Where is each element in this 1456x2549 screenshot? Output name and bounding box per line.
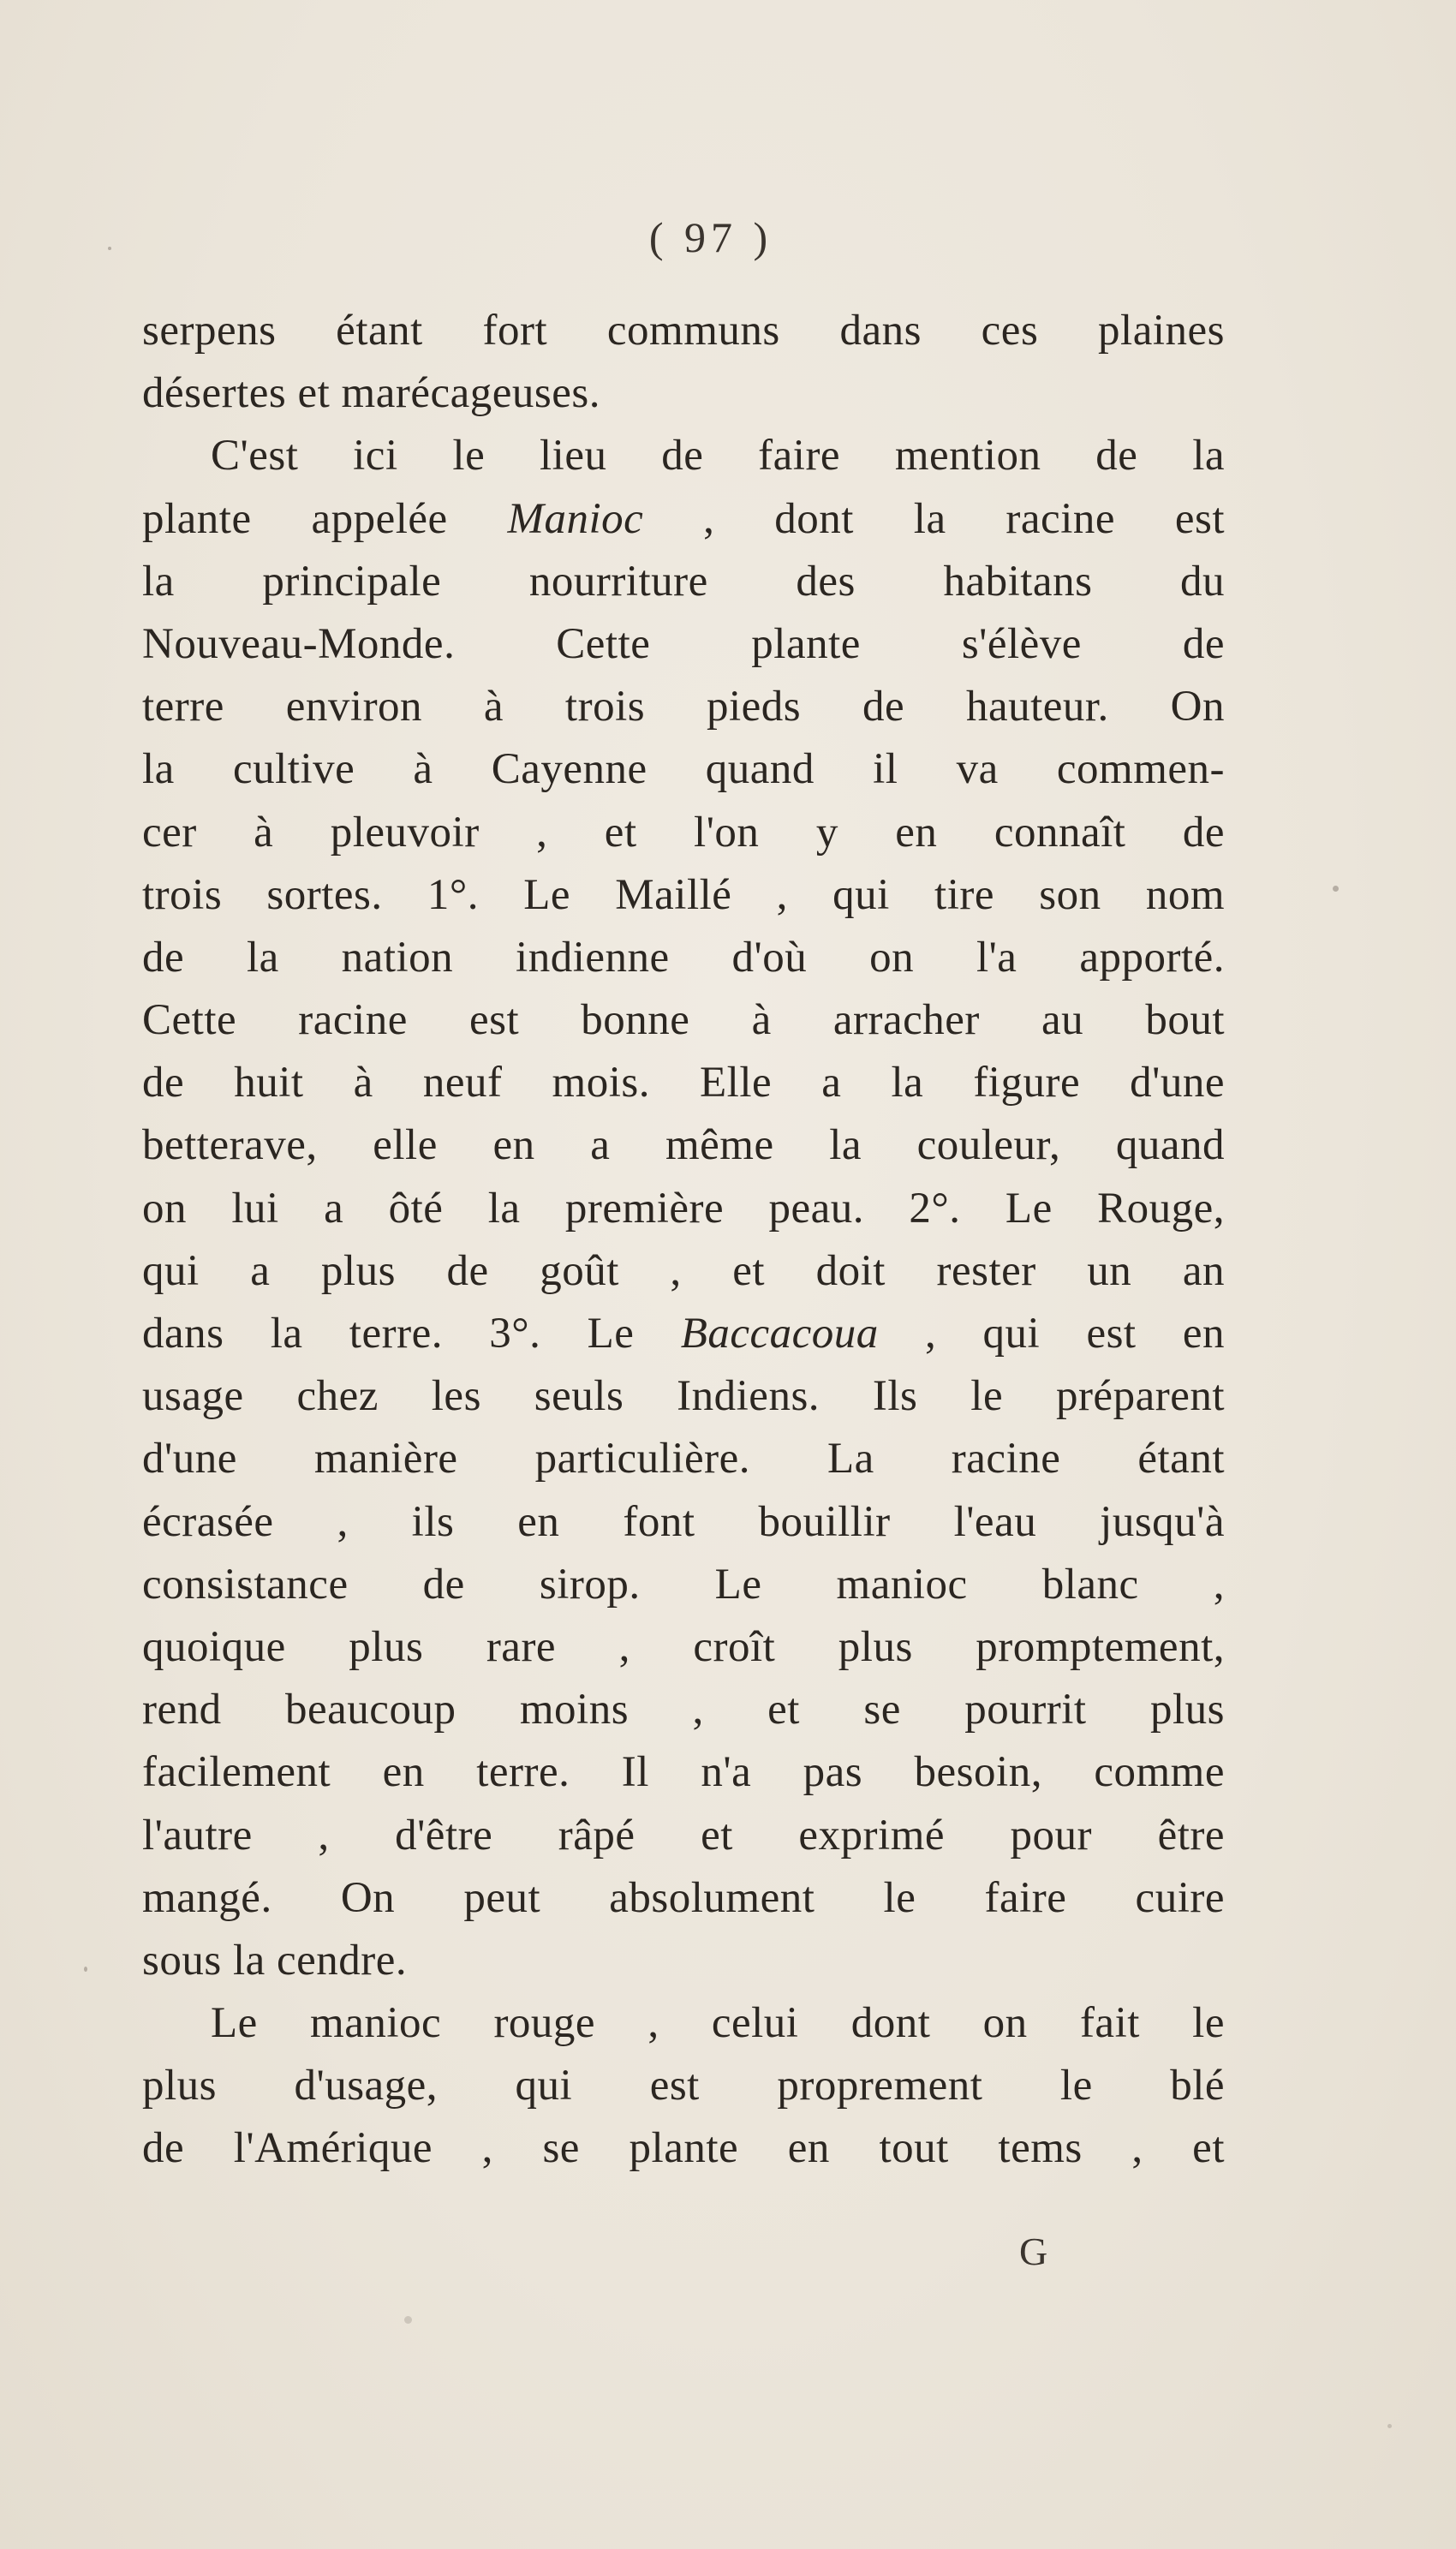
text-line: de l'Amérique , se plante en tout tems , et (142, 2124, 1225, 2173)
paper-speck (1333, 886, 1339, 892)
text-line: qui a plus de goût , et doit rester un an (142, 1246, 1225, 1295)
text-line: C'est ici le lieu de faire mention de la (211, 432, 1225, 481)
body-text (142, 300, 1225, 2181)
text-line: plus d'usage, qui est proprement le blé (142, 2062, 1225, 2110)
text-line: terre environ à trois pieds de hauteur. On (142, 683, 1225, 731)
text-line: rend beaucoup moins , et se pourrit plus (142, 1686, 1225, 1734)
text-line: mangé. On peut absolument le faire cuire (142, 1873, 1225, 1922)
text-line: la principale nourriture des habitans du (142, 557, 1225, 606)
text-line: plante appelée Manioc , dont la racine est (142, 494, 1225, 543)
text-line: Le manioc rouge , celui dont on fait le (211, 1999, 1225, 2048)
text-line: désertes et marécageuses. (142, 369, 600, 418)
text-line: trois sortes. 1°. Le Maillé , qui tire son nom (142, 870, 1225, 919)
text-line: Nouveau-Monde. Cette plante s'élève de (142, 619, 1225, 668)
italic-term: Baccacoua (680, 1310, 879, 1358)
text-line: cer à pleuvoir , et l'on y en connaît de (142, 808, 1225, 857)
text-line: betterave, elle en a même la couleur, quand (142, 1121, 1225, 1170)
italic-term: Manioc (507, 494, 644, 543)
text-line: usage chez les seuls Indiens. Ils le préparent (142, 1372, 1225, 1421)
paper-speck (1387, 2424, 1392, 2428)
paper-speck (84, 1967, 87, 1972)
text-line: facilement en terre. Il n'a pas besoin, comme (142, 1748, 1225, 1797)
catchword: G (1019, 2230, 1048, 2273)
text-line: serpens étant fort communs dans ces plaines (142, 307, 1225, 355)
text-line: l'autre , d'être râpé et exprimé pour être (142, 1811, 1225, 1860)
text-line: d'une manière particulière. La racine étant (142, 1435, 1225, 1483)
text-line: Cette racine est bonne à arracher au bout (142, 996, 1225, 1045)
text-line: quoique plus rare , croît plus promptement, (142, 1622, 1225, 1671)
text-line: dans la terre. 3°. Le Baccacoua , qui est en (142, 1310, 1225, 1358)
text-line: on lui a ôté la première peau. 2°. Le Rouge, (142, 1184, 1225, 1233)
text-line: sous la cendre. (142, 1936, 408, 1985)
page-number: ( 97 ) (648, 213, 773, 261)
text-line: de huit à neuf mois. Elle a la figure d'une (142, 1059, 1225, 1107)
text-line: consistance de sirop. Le manioc blanc , (142, 1560, 1225, 1609)
paper-speck (404, 2316, 412, 2324)
text-line: de la nation indienne d'où on l'a apporté. (142, 933, 1225, 982)
text-line: la cultive à Cayenne quand il va commen- (142, 745, 1225, 794)
text-line: écrasée , ils en font bouillir l'eau jusqu'à (142, 1497, 1225, 1546)
paper-speck (108, 247, 111, 250)
